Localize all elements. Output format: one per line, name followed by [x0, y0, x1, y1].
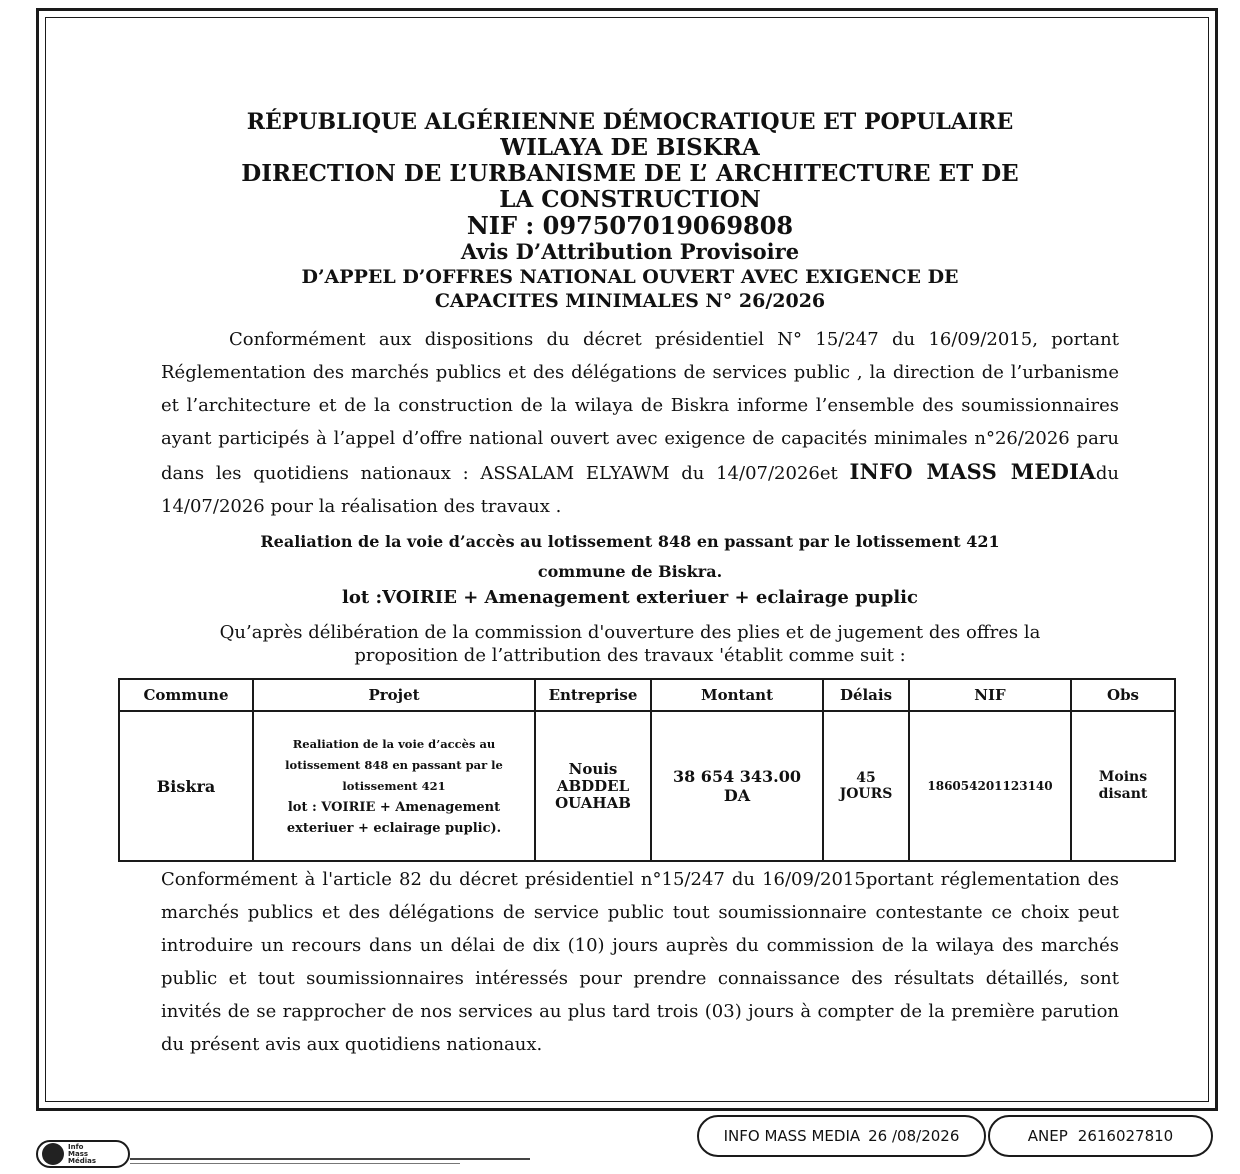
deliberation-line-1: Qu’après délibération de la commission d'ouverture des plies et de jugement des offres la — [219, 622, 1041, 643]
header-nif: NIF : 097507019069808 — [466, 211, 794, 240]
logo-divider — [130, 1158, 530, 1160]
cell-nif: 186054201123140 — [909, 711, 1071, 861]
footer-anep-number: 2616027810 — [1077, 1127, 1174, 1145]
cell-obs — [1071, 711, 1175, 861]
project-lot: lot :VOIRIE + Amenagement exteriuer + eclairage puplic — [342, 587, 918, 608]
cell-obs-line-1: Moins — [1098, 769, 1148, 785]
header-appel-2: CAPACITES MINIMALES N° 26/2026 — [434, 290, 826, 312]
cell-entreprise-line-1: Nouis — [568, 759, 618, 778]
col-delais: Délais — [823, 679, 909, 711]
col-projet: Projet — [253, 679, 535, 711]
document-frame — [36, 8, 1218, 1111]
footer-anep-badge — [988, 1115, 1213, 1157]
intro-text-1: Conformément aux dispositions du décret présidentiel N° 15/247 du 16/09/2015, portant Réglementation des marchés publics et des délégations de services public , la direction de l’urbanisme et l’architecture et de la construction de la wilaya de Biskra informe l’ensemble des soumissionnaires ayant participés à l’appel d’offre national ouvert avec exigence de capacités minimales n°26/2026 paru dans les quotidiens nationaux : ASSALAM ELYAWM du 14/07/2026et — [161, 329, 1119, 484]
header-appel-1: D’APPEL D’OFFRES NATIONAL OUVERT AVEC EXIGENCE DE — [301, 266, 959, 288]
intro-text-2: du 14/07/2026 pour la réalisation des travaux . — [161, 463, 1119, 517]
col-montant: Montant — [651, 679, 823, 711]
closing-paragraph: Conformément à l'article 82 du décret présidentiel n°15/247 du 16/09/2015portant réglementation des marchés publics et des délégations de service public tout soumissionnaire contestante ce choix peut introduire un recours dans un délai de dix (10) jours auprès du commission de la wilaya des marchés public et tout soumissionnaires intéressés pour prendre connaissance des résultats détaillés, sont invités de se rapprocher de nos services au plus tard trois (03) jours à compter de la première parution du présent avis aux quotidiens nationaux. — [161, 869, 1119, 1055]
cell-delais — [823, 711, 909, 861]
col-commune: Commune — [119, 679, 253, 711]
logo-globe-icon — [42, 1143, 64, 1165]
info-mass-media-logo — [36, 1140, 130, 1168]
header-avis: Avis D’Attribution Provisoire — [460, 239, 800, 264]
logo-text-1: Info — [68, 1142, 84, 1151]
cell-entreprise-line-2: ABDDEL — [556, 776, 630, 795]
header-direction-2: LA CONSTRUCTION — [499, 186, 761, 213]
header-wilaya: WILAYA DE BISKRA — [500, 134, 760, 161]
cell-montant-line-2: DA — [723, 786, 751, 805]
cell-delais-line-2: JOURS — [839, 786, 893, 802]
intro-newspaper: INFO MASS MEDIA — [849, 459, 1096, 484]
logo-divider-thin — [130, 1163, 460, 1164]
cell-obs-line-2: disant — [1098, 786, 1148, 802]
footer-anep-label: ANEP — [1027, 1127, 1068, 1145]
table-header-row — [119, 679, 1175, 711]
header-republic: RÉPUBLIQUE ALGÉRIENNE DÉMOCRATIQUE ET POPULAIRE — [246, 109, 1014, 135]
logo-text-2: Mass — [68, 1149, 89, 1158]
footer-date: 26 /08/2026 — [868, 1127, 960, 1145]
cell-projet-line-1: Realiation de la voie d’accès au lotissement 848 en passant par le lotissement 421 — [285, 736, 503, 793]
intro-paragraph — [161, 323, 1119, 523]
logo-text — [68, 1144, 96, 1165]
project-title — [39, 527, 1221, 587]
header-block — [39, 109, 1221, 313]
cell-montant-line-1: 38 654 343.00 — [672, 767, 802, 786]
cell-commune: Biskra — [119, 711, 253, 861]
col-obs: Obs — [1071, 679, 1175, 711]
cell-entreprise-line-3: OUAHAB — [555, 793, 631, 812]
table-row — [119, 711, 1175, 861]
cell-delais-line-1: 45 — [856, 770, 876, 786]
project-title-line-1: Realiation de la voie d’accès au lotissement 848 en passant par le lotissement 421 — [260, 532, 1000, 551]
cell-entreprise — [535, 711, 651, 861]
col-nif: NIF — [909, 679, 1071, 711]
logo-text-3: Médias — [68, 1156, 97, 1165]
cell-projet — [253, 711, 535, 861]
cell-montant — [651, 711, 823, 861]
deliberation-line-2: proposition de l’attribution des travaux 'établit comme suit : — [354, 645, 906, 666]
results-table — [118, 678, 1176, 862]
col-entreprise: Entreprise — [535, 679, 651, 711]
cell-projet-line-2: lot : VOIRIE + Amenagement exteriuer + eclairage puplic). — [286, 799, 502, 836]
footer-newspaper: INFO MASS MEDIA — [723, 1127, 861, 1145]
footer-publication-badge — [697, 1115, 986, 1157]
deliberation-text — [39, 621, 1221, 667]
project-title-line-2: commune de Biskra. — [537, 562, 723, 581]
header-direction-1: DIRECTION DE L’URBANISME DE L’ ARCHITECTURE ET DE — [241, 160, 1019, 187]
